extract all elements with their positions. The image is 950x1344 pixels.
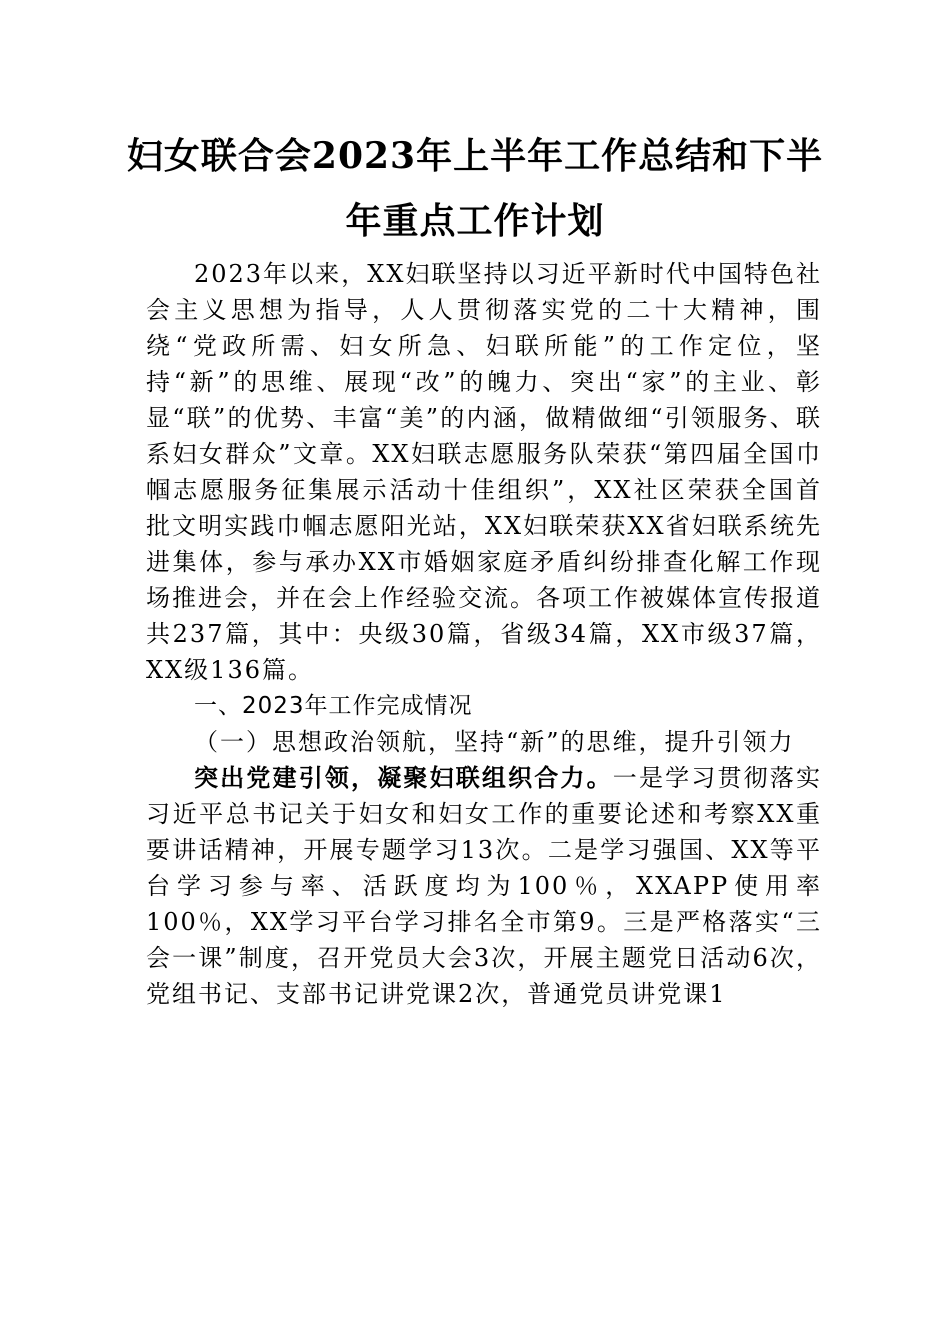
document-body [146, 256, 822, 1012]
document-title-line-2: 年重点工作计划 [345, 200, 605, 242]
paragraph-body-text: 一是学习贯彻落实习近平总书记关于妇女和妇女工作的重要论述和考察XX重要讲话精神，开展专题学习13次。二是学习强国、XX等平台学习参与率、活跃度均为100％，XXAPP使用率100％，XX学习平台学习排名全市第9。三是严格落实“三会一课”制度，召开党员大会3次，开展主题党日活动6次，党组书记、支部书记讲党课2次，普通党员讲党课1 [146, 764, 822, 1008]
subsection-heading: （一）思想政治领航，坚持“新”的思维，提升引领力 [194, 728, 795, 756]
paragraph-lead-sentence: 突出党建引领，凝聚妇联组织合力。 [194, 763, 613, 792]
paragraph-party-building [146, 760, 822, 1012]
section-heading: 一、2023年工作完成情况 [194, 693, 473, 719]
document-title-line-1: 妇女联合会2023年上半年工作总结和下半 [126, 135, 824, 177]
intro-paragraph: 2023年以来，XX妇联坚持以习近平新时代中国特色社会主义思想为指导，人人贯彻落实党的二十大精神，围绕“党政所需、妇女所急、妇联所能”的工作定位，坚持“新”的思维、展现“改”的魄力、突出“家”的主业、彰显“联”的优势、丰富“美”的内涵，做精做细“引领服务、联系妇女群众”文章。XX妇联志愿服务队荣获“第四届全国巾帼志愿服务征集展示活动十佳组织”，XX社区荣获全国首批文明实践巾帼志愿阳光站，XX妇联荣获XX省妇联系统先进集体，参与承办XX市婚姻家庭矛盾纠纷排查化解工作现场推进会，并在会上作经验交流。各项工作被媒体宣传报道共237篇，其中：央级30篇，省级34篇，XX市级37篇，XX级136篇。 [146, 260, 822, 684]
